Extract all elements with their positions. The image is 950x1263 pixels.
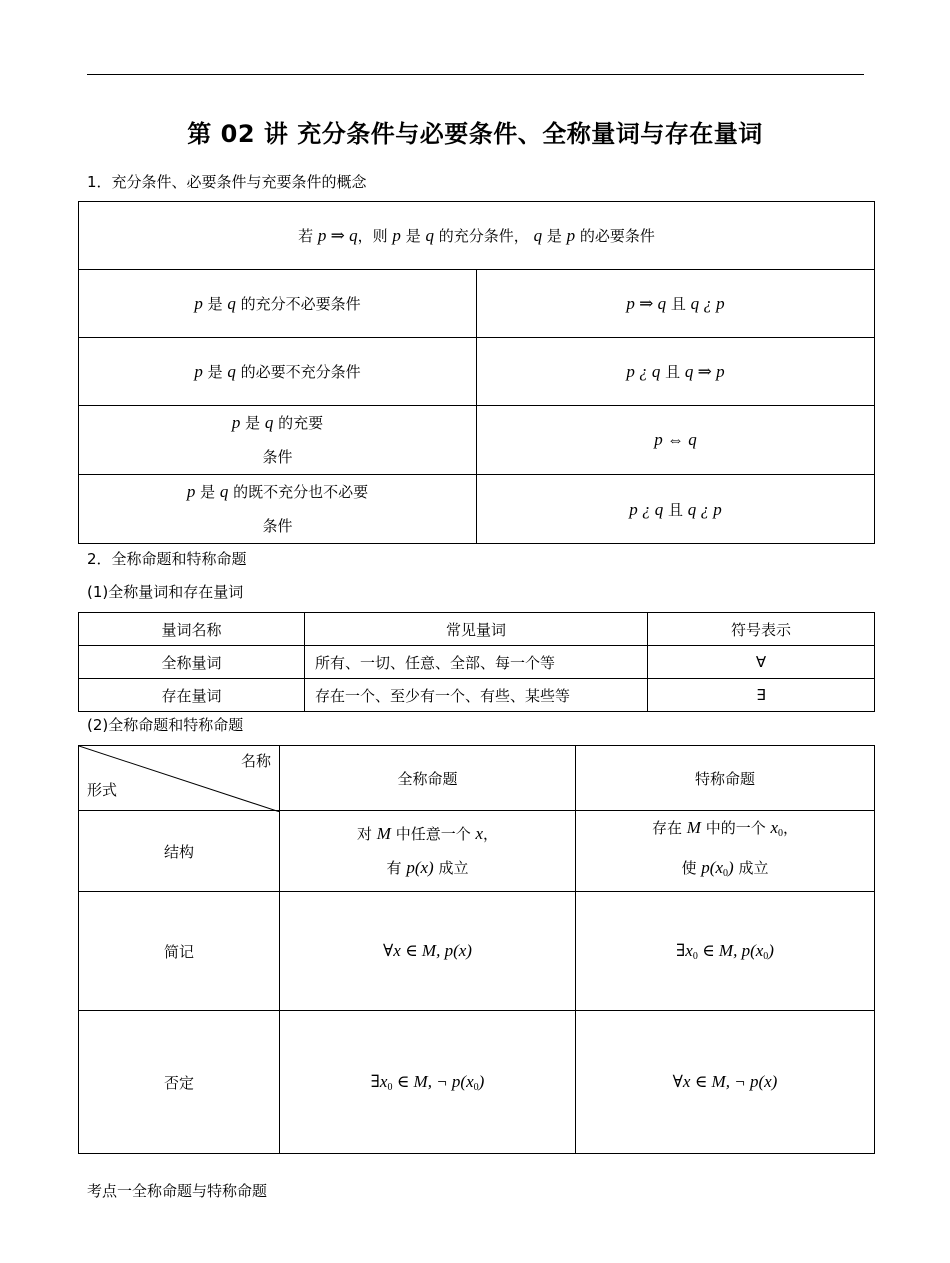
quantifier-examples: 所有、一切、任意、全部、每一个等	[305, 646, 648, 679]
condition-name-cell: p 是 q 的充分不必要条件	[79, 270, 477, 338]
column-header: 符号表示	[648, 613, 875, 646]
section1-heading: 1．充分条件、必要条件与充要条件的概念	[87, 173, 367, 191]
condition-name-cell: p 是 q 的必要不充分条件	[79, 338, 477, 406]
page-title: 第 02 讲 充分条件与必要条件、全称量词与存在量词	[187, 120, 763, 148]
subsection1-heading: (1)全称量词和存在量词	[87, 583, 244, 601]
conditions-table	[78, 201, 875, 544]
condition-symbol-cell: p ⇔ q	[477, 406, 875, 475]
row-label: 结构	[79, 811, 280, 892]
condition-symbol-cell: p ⇒ q 且 q ¿ p	[477, 270, 875, 338]
column-header: 特称命题	[576, 746, 875, 811]
quantifier-symbol: ∀	[648, 646, 875, 679]
definition-cell: 若 p ⇒ q，则 p 是 q 的充分条件， q 是 p 的必要条件	[79, 202, 875, 270]
table-row	[79, 1011, 875, 1154]
table-row	[79, 406, 875, 475]
condition-symbol-cell: p ¿ q 且 q ¿ p	[477, 475, 875, 544]
corner-label-form: 形式	[87, 781, 118, 799]
table-row	[79, 811, 875, 892]
table-row	[79, 679, 875, 712]
diagonal-header-cell	[79, 746, 280, 811]
table-row	[79, 646, 875, 679]
quantifier-table	[78, 612, 875, 712]
universal-negation-cell: $\exists x_0$ ∈ M, ¬ $p(x_0)$	[280, 1011, 576, 1154]
table-header-row	[79, 613, 875, 646]
quantifier-examples: 存在一个、至少有一个、有些、某些等	[305, 679, 648, 712]
condition-name-cell: p 是 q 的既不充分也不必要 条件	[79, 475, 477, 544]
table-row	[79, 202, 875, 270]
universal-structure-cell: 对 M 中任意一个 x， 有 p(x) 成立	[280, 811, 576, 892]
quantifier-name: 全称量词	[79, 646, 305, 679]
universal-short-cell: ∀x ∈ M, p(x)	[280, 892, 576, 1011]
table-row	[79, 270, 875, 338]
condition-symbol-cell: p ¿ q 且 q ⇒ p	[477, 338, 875, 406]
table-header-row	[79, 746, 875, 811]
row-label: 简记	[79, 892, 280, 1011]
existential-short-cell: $\exists x_0$ ∈ M, $p(x_0)$	[576, 892, 875, 1011]
row-label: 否定	[79, 1011, 280, 1154]
subsection2-heading: (2)全称命题和特称命题	[87, 716, 244, 734]
column-header: 全称命题	[280, 746, 576, 811]
proposition-table	[78, 745, 875, 1154]
column-header: 量词名称	[79, 613, 305, 646]
footer-heading: 考点一全称命题与特称命题	[87, 1182, 268, 1200]
condition-name-cell: p 是 q 的充要 条件	[79, 406, 477, 475]
section2-heading: 2．全称命题和特称命题	[87, 550, 247, 568]
existential-negation-cell: ∀x ∈ M, ¬ p(x)	[576, 1011, 875, 1154]
table-row	[79, 338, 875, 406]
table-row	[79, 475, 875, 544]
existential-structure-cell: 存在 M 中的一个 $x_0$， 使 $p(x_0)$ 成立	[576, 811, 875, 892]
corner-label-name: 名称	[240, 752, 271, 770]
column-header: 常见量词	[305, 613, 648, 646]
quantifier-symbol: ∃	[648, 679, 875, 712]
top-rule	[87, 74, 864, 75]
table-row	[79, 892, 875, 1011]
quantifier-name: 存在量词	[79, 679, 305, 712]
